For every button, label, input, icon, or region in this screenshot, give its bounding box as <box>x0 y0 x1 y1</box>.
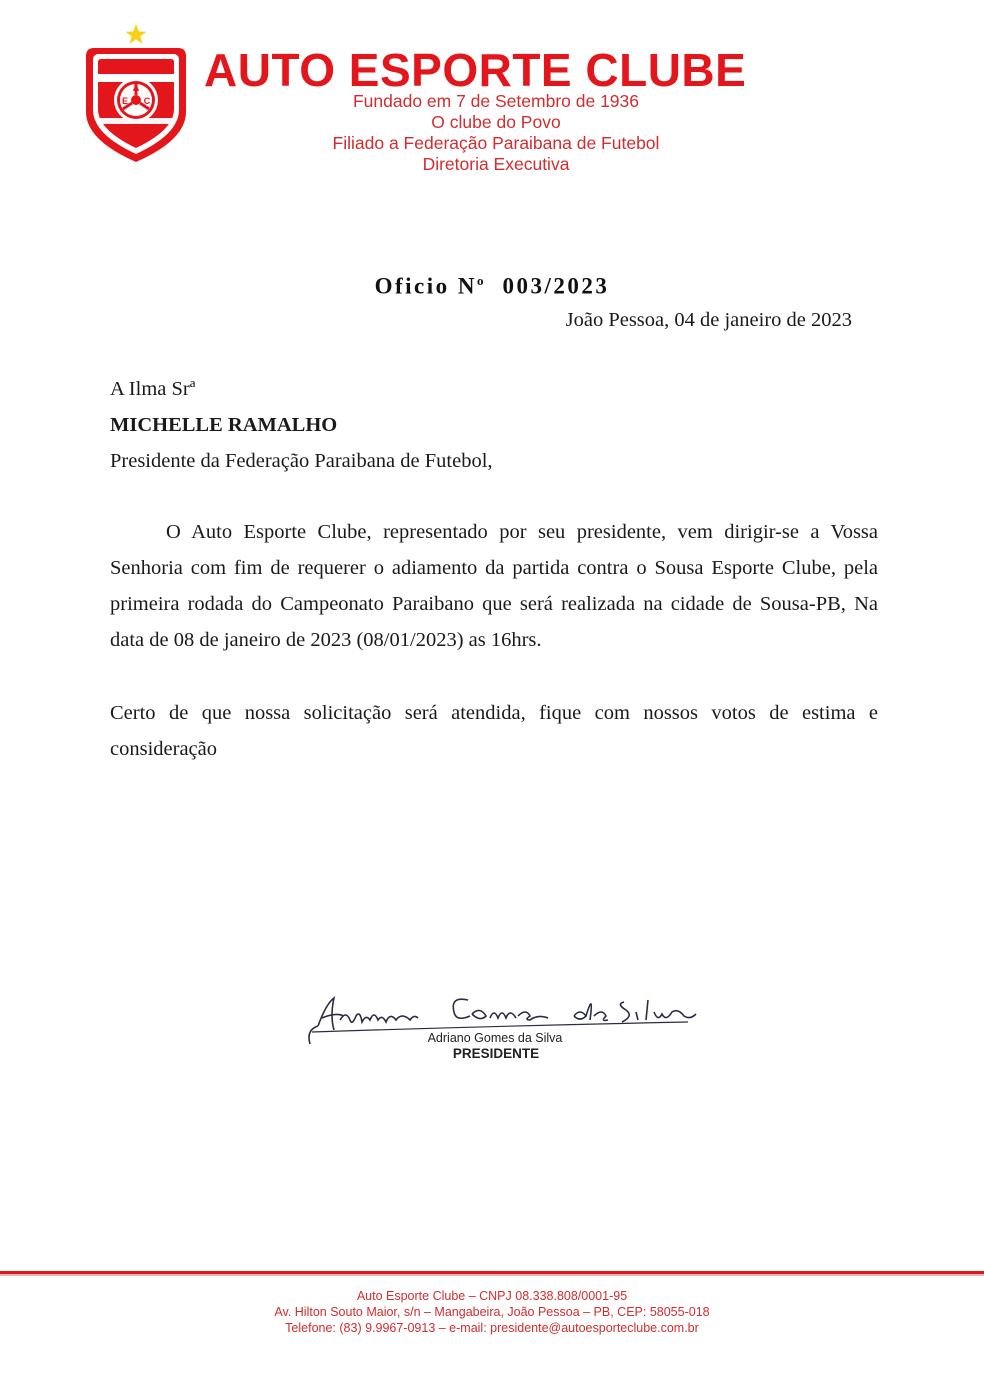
title-ordinal: o <box>477 273 486 288</box>
footer-contact <box>200 1288 784 1336</box>
document-title <box>0 273 984 300</box>
founded-line: Fundado em 7 de Setembro de 1936 <box>352 91 640 111</box>
svg-text:E: E <box>121 96 129 106</box>
title-number: 003/2023 <box>502 273 610 299</box>
club-crest-logo <box>78 22 194 168</box>
recipient-name: MICHELLE RAMALHO <box>110 414 338 436</box>
club-name: AUTO ESPORTE CLUBE <box>204 44 747 96</box>
svg-text:C: C <box>143 96 151 106</box>
footer-address: Av. Hilton Souto Maior, s/n – Mangabeira, João Pessoa – PB, CEP: 58055-018 <box>274 1305 710 1319</box>
svg-text:A: A <box>132 83 140 93</box>
place-date: João Pessoa, 04 de janeiro de 2023 <box>565 309 852 331</box>
body-paragraph-1: O Auto Esporte Clube, representado por seu presidente, vem dirigir-se a Vossa Senhoria com fim de requerer o adiamento da partida contra o Sousa Esporte Clube, pela primeira rodada do Campeonato Paraibano que será realizada na cidade de Sousa-PB, Na data de 08 de janeiro de 2023 (08/01/2023) as 16hrs. <box>110 521 878 651</box>
signatory-title: PRESIDENTE <box>452 1046 540 1061</box>
recipient-role: Presidente da Federação Paraibana de Futebol, <box>110 450 493 472</box>
motto-line: O clube do Povo <box>431 112 561 132</box>
body-paragraph-2: Certo de que nossa solicitação será atendida, fique com nossos votos de estima e consideração <box>110 702 878 760</box>
title-prefix: Oficio N <box>374 273 477 299</box>
footer-divider <box>0 1271 984 1276</box>
affiliation-line: Filiado a Federação Paraibana de Futebol <box>332 133 660 153</box>
letterhead-info <box>300 91 692 175</box>
department-line: Diretoria Executiva <box>422 154 570 174</box>
signatory-name: Adriano Gomes da Silva <box>427 1031 563 1045</box>
footer-phone-email: Telefone: (83) 9.9967-0913 – e-mail: presidente@autoesporteclube.com.br <box>285 1321 699 1335</box>
footer-cnpj: Auto Esporte Clube – CNPJ 08.338.808/0001-95 <box>356 1289 628 1303</box>
salutation: A Ilma Srª <box>110 378 196 400</box>
star-icon <box>126 24 147 44</box>
